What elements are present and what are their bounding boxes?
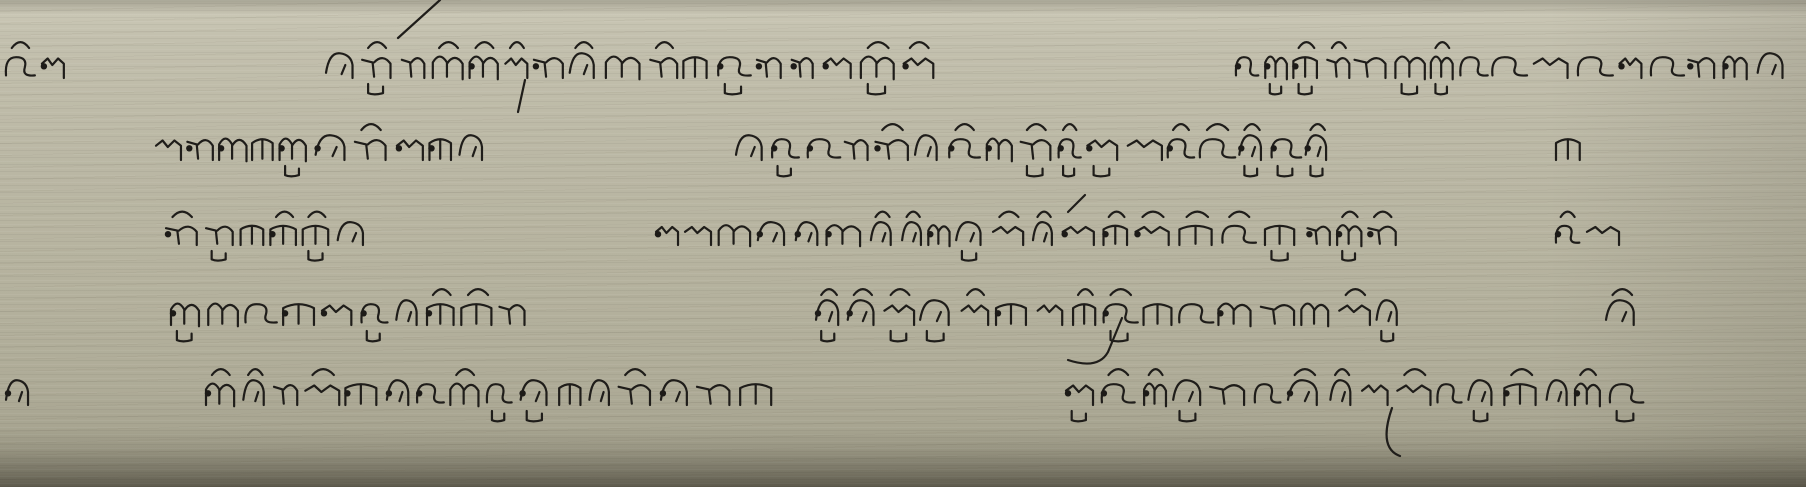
script-stroke (999, 212, 1018, 217)
ink-dot (1687, 63, 1693, 69)
script-stroke (208, 304, 238, 327)
script-stroke (342, 65, 346, 74)
script-stroke (1252, 147, 1255, 156)
script-stroke (1111, 289, 1131, 295)
script-stroke (476, 42, 494, 48)
ink-dot (1143, 390, 1149, 396)
script-stroke (962, 306, 989, 326)
script-stroke (1261, 305, 1294, 325)
ink-dot (519, 390, 525, 396)
long-stroke (1068, 195, 1085, 212)
script-stroke (1229, 212, 1249, 217)
script-stroke (1244, 124, 1259, 130)
script-stroke (1109, 212, 1125, 217)
script-stroke (827, 225, 861, 246)
script-stroke (1381, 331, 1393, 341)
ink-dot (186, 145, 192, 151)
script-stroke (868, 84, 885, 94)
script-stroke (308, 212, 325, 217)
script-stroke (1355, 58, 1386, 78)
script-stroke (1144, 304, 1172, 325)
ink-dot (321, 310, 327, 316)
ink-dot (902, 63, 908, 69)
script-stroke (719, 225, 750, 246)
script-stroke (1580, 369, 1596, 375)
script-stroke (1305, 392, 1309, 401)
script-stroke (487, 384, 512, 402)
long-stroke (398, 0, 440, 38)
ink-dot (986, 145, 992, 151)
script-stroke (1511, 369, 1532, 375)
ink-dot (1367, 231, 1373, 237)
ink-dot (5, 390, 11, 396)
script-stroke (1374, 212, 1391, 217)
script-stroke (303, 226, 328, 245)
script-stroke (821, 289, 837, 295)
script-stroke (1435, 84, 1446, 94)
script-stroke (459, 135, 482, 160)
script-stroke (439, 42, 458, 48)
ink-dot (269, 231, 275, 237)
ink-dot (218, 145, 224, 151)
script-stroke (1651, 57, 1684, 75)
script-stroke (1468, 380, 1491, 405)
script-stroke (725, 84, 741, 94)
ink-dot (1101, 390, 1107, 396)
script-stroke (1207, 124, 1228, 130)
ink-dot (948, 145, 954, 151)
script-stroke (606, 57, 640, 80)
script-stroke (248, 369, 262, 375)
script-stroke (584, 65, 587, 74)
script-stroke (1534, 59, 1568, 79)
ink-dot (1235, 63, 1241, 69)
script-stroke (1613, 289, 1633, 295)
ink-dot (655, 231, 661, 237)
script-stroke (1335, 369, 1349, 375)
script-stroke (910, 42, 929, 48)
script-stroke (915, 135, 937, 160)
script-stroke (212, 251, 226, 261)
script-stroke (1346, 289, 1365, 295)
script-stroke (882, 124, 902, 130)
script-stroke (863, 312, 867, 321)
script-stroke (956, 222, 980, 245)
script-line-1 (6, 42, 1783, 94)
script-stroke (368, 42, 386, 48)
script-stroke (1327, 58, 1349, 78)
script-stroke (252, 139, 273, 160)
script-stroke (1318, 147, 1321, 156)
script-stroke (589, 380, 608, 405)
script-stroke (255, 392, 258, 401)
ink-dot (825, 231, 831, 237)
script-stroke (1460, 57, 1487, 75)
script-stroke (773, 233, 777, 241)
script-stroke (1222, 226, 1256, 243)
script-stroke (1033, 222, 1052, 245)
ink-dot (1305, 145, 1311, 151)
script-stroke (920, 300, 949, 325)
script-stroke (1606, 300, 1634, 325)
script-stroke (1270, 84, 1281, 94)
script-stroke (312, 369, 333, 375)
script-stroke (1173, 380, 1200, 405)
script-stroke (308, 251, 322, 261)
ink-dot (757, 231, 763, 237)
script-stroke (861, 57, 894, 80)
script-stroke (1397, 386, 1430, 406)
ink-dot (807, 145, 813, 151)
ink-dot (314, 145, 320, 151)
ink-dot (468, 63, 474, 69)
script-stroke (891, 331, 907, 341)
script-stroke (928, 147, 931, 156)
script-stroke (362, 58, 390, 78)
script-stroke (570, 53, 594, 78)
script-stroke (650, 58, 677, 78)
script-stroke (1136, 227, 1169, 245)
script-stroke (333, 147, 337, 156)
script-stroke (1299, 84, 1312, 94)
script-stroke (206, 227, 233, 245)
script-stroke (245, 304, 276, 322)
ink-dot (1217, 310, 1223, 316)
long-stroke (1387, 408, 1400, 456)
script-stroke (1339, 306, 1370, 326)
ink-dot (426, 310, 432, 316)
script-stroke (876, 212, 890, 217)
script-stroke (913, 233, 916, 241)
ink-dot (927, 231, 933, 237)
script-stroke (871, 222, 891, 245)
ink-dot (282, 310, 288, 316)
script-stroke (875, 140, 907, 160)
ink-dot (1134, 231, 1140, 237)
script-stroke (274, 385, 297, 405)
script-stroke (536, 392, 540, 401)
script-stroke (326, 53, 353, 78)
script-stroke (1278, 166, 1293, 176)
script-stroke (955, 124, 973, 130)
ink-dot (1103, 310, 1109, 316)
script-stroke (845, 140, 868, 160)
script-stroke (676, 392, 680, 401)
script-stroke (683, 57, 706, 78)
script-stroke (1377, 300, 1397, 325)
script-stroke (993, 227, 1023, 245)
ink-dot (1306, 231, 1312, 237)
ink-dot (756, 63, 762, 69)
script-stroke (156, 141, 181, 161)
script-stroke (172, 212, 191, 217)
script-stroke (1587, 227, 1619, 245)
script-stroke (305, 386, 339, 406)
script-stroke (1547, 380, 1567, 405)
ink-dot (1555, 231, 1561, 237)
script-stroke (868, 42, 889, 48)
script-stroke (740, 384, 771, 405)
script-stroke (1244, 166, 1257, 176)
script-stroke (1758, 53, 1783, 78)
script-stroke (1342, 251, 1355, 261)
script-stroke (6, 57, 35, 75)
script-stroke (902, 222, 921, 245)
script-stroke (368, 84, 383, 94)
script-stroke (450, 384, 478, 407)
script-line-3 (165, 212, 1619, 261)
script-stroke (402, 58, 425, 78)
script-stroke (1474, 411, 1488, 421)
script-stroke (241, 226, 264, 245)
ink-dot (386, 390, 392, 396)
script-stroke (285, 166, 299, 176)
script-stroke (907, 212, 920, 217)
script-stroke (1295, 369, 1315, 375)
ink-dot (1271, 145, 1277, 151)
script-stroke (884, 306, 914, 326)
script-stroke (1772, 65, 1776, 74)
script-stroke (212, 369, 230, 375)
ink-dot (874, 145, 880, 151)
script-stroke (1037, 212, 1050, 217)
script-stroke (1255, 384, 1281, 402)
ink-dot (428, 145, 434, 151)
script-stroke (1404, 369, 1425, 375)
script-stroke (619, 385, 650, 405)
ink-dot (1065, 390, 1071, 396)
script-stroke (559, 384, 580, 405)
script-stroke (468, 289, 488, 295)
script-stroke (891, 289, 910, 295)
script-stroke (1179, 226, 1211, 245)
script-stroke (1556, 139, 1580, 160)
script-stroke (527, 411, 542, 421)
script-stroke (1558, 392, 1561, 401)
script-stroke (1063, 124, 1076, 130)
script-stroke (1210, 385, 1244, 405)
script-stroke (355, 140, 386, 160)
ink-dot (1062, 231, 1068, 237)
script-stroke (1187, 212, 1208, 217)
script-stroke (962, 251, 976, 261)
script-stroke (1388, 312, 1391, 321)
script-stroke (1179, 304, 1213, 322)
script-stroke (1073, 304, 1095, 325)
script-stroke (808, 233, 811, 241)
ink-dot (1503, 390, 1509, 396)
ink-dot (1167, 145, 1173, 151)
ink-dot (170, 310, 176, 316)
script-stroke (778, 166, 791, 176)
script-stroke (19, 392, 22, 401)
ink-dot (344, 390, 350, 396)
script-stroke (1402, 84, 1417, 94)
script-stroke (1044, 233, 1047, 241)
script-stroke (970, 233, 973, 241)
script-stroke (821, 331, 834, 341)
script-stroke (1072, 411, 1086, 421)
ink-dot (1292, 63, 1298, 69)
ink-dot (717, 63, 723, 69)
ink-dot (823, 63, 829, 69)
script-stroke (575, 42, 592, 48)
script-stroke (1027, 124, 1046, 130)
ink-dot (795, 231, 801, 237)
script-stroke (1610, 384, 1644, 402)
ink-dot (1722, 63, 1728, 69)
ink-dot (995, 310, 1001, 316)
ink-dot (1058, 145, 1064, 151)
script-stroke (927, 331, 944, 341)
ink-dot (396, 145, 402, 151)
script-stroke (1149, 369, 1163, 375)
script-stroke (1189, 392, 1193, 401)
script-stroke (1063, 166, 1074, 176)
script-stroke (510, 42, 524, 48)
script-stroke (736, 135, 762, 160)
script-stroke (177, 331, 192, 341)
script-stroke (1482, 392, 1485, 401)
script-stroke (461, 304, 491, 325)
ink-dot (165, 231, 171, 237)
ink-dot (1238, 145, 1244, 151)
ink-dot (1336, 231, 1342, 237)
script-stroke (338, 222, 363, 245)
ink-dot (1574, 390, 1580, 396)
ink-dot (416, 390, 422, 396)
script-stroke (1332, 42, 1346, 48)
ink-dot (815, 310, 821, 316)
ink-dot (660, 390, 666, 396)
script-stroke (499, 305, 524, 325)
script-stroke (1437, 384, 1461, 402)
script-stroke (1622, 312, 1626, 321)
ink-dot (847, 310, 853, 316)
script-stroke (1362, 386, 1388, 406)
script-stroke (697, 385, 729, 405)
script-stroke (1180, 411, 1196, 421)
script-stroke (1173, 124, 1189, 130)
script-stroke (1342, 392, 1345, 401)
script-stroke (433, 57, 463, 80)
script-stroke (829, 312, 832, 321)
script-stroke (1561, 212, 1575, 217)
ink-dot (278, 145, 284, 151)
script-stroke (1578, 57, 1613, 75)
script-stroke (1108, 369, 1128, 375)
script-stroke (399, 392, 402, 401)
script-stroke (1063, 227, 1094, 245)
script-line-5 (5, 369, 1644, 421)
script-stroke (685, 227, 711, 245)
script-stroke (456, 369, 474, 375)
script-stroke (1342, 212, 1357, 217)
script-stroke (601, 392, 604, 401)
script-stroke (854, 289, 872, 295)
script-stroke (967, 289, 984, 295)
long-stroke (518, 80, 525, 112)
ink-dot (1102, 231, 1108, 237)
script-stroke (1617, 411, 1634, 421)
script-stroke (243, 380, 263, 405)
script-stroke (1265, 226, 1294, 245)
ink-dot (41, 63, 47, 69)
script-stroke (1094, 166, 1110, 176)
script-stroke (1299, 42, 1315, 48)
script-stroke (396, 300, 416, 325)
script-line-2 (156, 124, 1580, 176)
script-stroke (1128, 141, 1162, 161)
ink-dot (791, 63, 797, 69)
script-stroke (1310, 166, 1322, 176)
script-stroke (1038, 306, 1063, 326)
script-stroke (1492, 57, 1527, 75)
script-stroke (492, 411, 504, 421)
ink-dot (1618, 63, 1624, 69)
ink-dot (1287, 390, 1293, 396)
script-stroke (1435, 42, 1449, 48)
script-stroke (1021, 140, 1051, 160)
script-stroke (361, 124, 380, 130)
script-stroke (1431, 57, 1453, 80)
script-stroke (1395, 57, 1424, 80)
script-stroke (656, 42, 673, 48)
script-stroke (1078, 289, 1093, 295)
script-stroke (751, 147, 755, 156)
script-stroke (433, 289, 451, 295)
script-stroke (1027, 166, 1043, 176)
script-stroke (1143, 212, 1164, 217)
script-stroke (12, 42, 29, 48)
script-stroke (625, 369, 645, 375)
ink-dot (533, 63, 539, 69)
script-stroke (1310, 124, 1324, 130)
ink-dot (205, 390, 211, 396)
script-stroke (1271, 251, 1287, 261)
script-stroke (1330, 380, 1350, 405)
script-stroke (937, 312, 941, 321)
script-stroke (505, 59, 527, 79)
script-stroke (883, 233, 886, 241)
ink-dot (1264, 63, 1270, 69)
script-stroke (276, 212, 293, 217)
ink-dot (771, 145, 777, 151)
ink-dot (360, 310, 366, 316)
script-stroke (473, 147, 476, 156)
script-stroke (1218, 304, 1250, 327)
script-stroke (367, 331, 380, 341)
script-stroke (1301, 304, 1328, 327)
script-stroke (1200, 139, 1235, 157)
script-stroke (353, 233, 357, 241)
script-stroke (408, 312, 411, 321)
ink-dot (1086, 145, 1092, 151)
script-line-4 (170, 289, 1634, 341)
